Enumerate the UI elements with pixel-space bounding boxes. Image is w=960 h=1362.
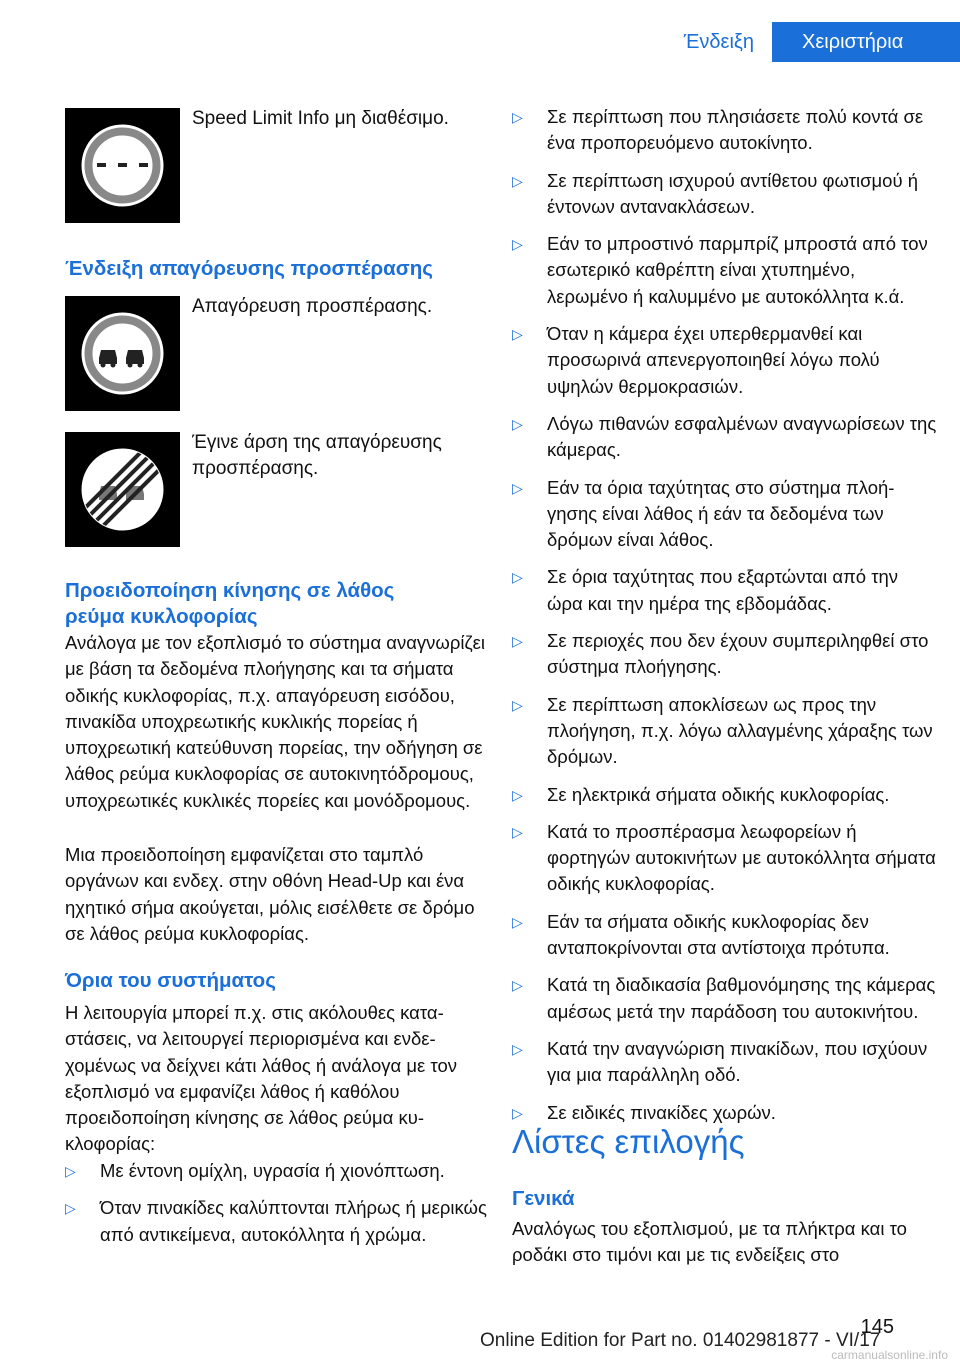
bullet-triangle-icon: ▷ xyxy=(65,1163,76,1179)
no-speed-limit-icon xyxy=(65,108,180,223)
page-number: 145 xyxy=(860,1316,894,1338)
bullet-triangle-icon: ▷ xyxy=(512,109,523,125)
list-item: ▷ Εάν τα όρια ταχύτητας στο σύστημα πλοήγησης είναι λάθος ή εάν τα δεδομένα των δρόμων είναι λάθος. xyxy=(512,476,895,551)
tab-xeiristiria[interactable]: Χειριστήρια xyxy=(772,22,960,62)
list-item: ▷ Κατά την αναγνώριση πινακίδων, που ισχύουν για μια παράλληλη οδό. xyxy=(512,1037,928,1086)
bullet-triangle-icon: ▷ xyxy=(512,569,523,586)
list-item: ▷ Σε περίπτωση αποκλίσεων ως προς την πλοήγηση, π.χ. λόγω αλλαγμένης χάραξης των δρόμων. xyxy=(512,693,933,768)
bullet-triangle-icon: ▷ xyxy=(512,633,523,650)
list-item: ▷ Κατά τη διαδικασία βαθμονόμησης της κάμερας αμέσως μετά την παράδοση του αυτοκινήτου. xyxy=(512,974,936,1022)
bullet-triangle-icon: ▷ xyxy=(512,1104,523,1121)
list-item: ▷ Κατά το προσπέρασμα λεωφορείων ή φορτηγών αυτοκινήτων με αυτοκόλλητα σήματα οδικής κυκλοφορίας. xyxy=(512,820,936,895)
list-item: ▷ Σε όρια ταχύτητας που εξαρτώνται από την ώρα και την ημέρα της εβδομάδας. xyxy=(512,566,899,614)
list-item: ▷ Εάν τα σήματα οδικής κυκλοφορίας δεν ανταποκρίνονται στα αντίστοιχα πρότυπα. xyxy=(512,910,890,959)
bullet-triangle-icon: ▷ xyxy=(512,977,523,994)
heading-wrong-way-warning xyxy=(65,578,394,630)
heading-wrong-way-line1: Προειδοποίηση κίνησης σε λάθος xyxy=(65,579,395,602)
bullet-triangle-icon: ▷ xyxy=(512,913,523,930)
watermark: carmanualsonline.info xyxy=(831,1348,948,1362)
heading-wrong-way-line2: ρεύμα κυκλοφορίας xyxy=(65,605,258,628)
left-bullet-list xyxy=(65,1158,490,1259)
heading-system-limits: Όρια του συστήματος xyxy=(65,969,276,992)
bullet-triangle-icon: ▷ xyxy=(512,326,523,343)
list-item: ▷ Σε περιοχές που δεν έχουν συμπεριληφθεί στο σύστημα πλοήγησης. xyxy=(512,630,929,678)
list-item: ▷ Λόγω πιθανών εσφαλμένων αναγνωρίσεων της κάμερας. xyxy=(512,412,937,461)
bullet-triangle-icon: ▷ xyxy=(512,823,523,840)
list-item: ▷ Σε ειδικές πινακίδες χωρών. xyxy=(512,1100,937,1126)
list-item: ▷ Όταν η κάμερα έχει υπερθερμανθεί και προσωρινά απενεργοποιηθεί λόγω πολύ υψηλών θερμοκρασιών. xyxy=(512,323,880,397)
no-overtaking-icon xyxy=(65,296,180,411)
wrong-way-paragraph-1: Ανάλογα με τον εξοπλισμό το σύστημα αναγνωρίζει με βάση τα δεδομένα πλοήγησης και τα σήματα οδικής κυκλοφορίας, π.χ. απαγόρευση εισόδου, πινακίδα υποχρεωτικής κυκλικής πορείας ή υποχρεωτική κατεύθυνση πορείας, την οδήγηση σε λάθος ρεύμα κυκλοφορίας σε αυτοκινητόδρομους, υποχρεωτικές κυκλικές πορείες και μονόδρομους. xyxy=(65,632,486,811)
list-item: ▷ Με έντονη ομίχλη, υγρασία ή χιονόπτωση. xyxy=(65,1158,490,1184)
bullet-triangle-icon: ▷ xyxy=(512,479,523,496)
heading-selection-lists: Λίστες επιλογής xyxy=(512,1123,745,1160)
tab-endeixi[interactable]: Ένδειξη xyxy=(662,22,772,62)
no-overtaking-sign-image xyxy=(65,296,180,411)
list-item: ▷ Όταν πινακίδες καλύπτονται πλήρως ή μερικώς από αντικείμενα, αυτοκόλλητα ή χρώμα. xyxy=(65,1197,487,1245)
system-limits-paragraph: Η λειτουργία μπορεί π.χ. στις ακόλουθες καταστάσεις, να λειτουργεί περιορισμένα και ενδεχομένως να δείχνει κάτι λάθος ή ανάλογα με τον εξοπλισμό να εμφανίζει λάθος ή καθόλου προειδοποίηση κίνησης σε λάθος ρεύμα κυκλοφορίας: xyxy=(65,1002,457,1155)
header-tabs xyxy=(662,22,960,62)
bullet-triangle-icon: ▷ xyxy=(512,415,523,432)
edition-footer: Online Edition for Part no. 01402981877 - VI/17 xyxy=(480,1330,881,1351)
bullet-triangle-icon: ▷ xyxy=(65,1200,76,1217)
bullet-triangle-icon: ▷ xyxy=(512,172,523,189)
sign2-caption: Απαγόρευση προσπέρασης. xyxy=(192,296,433,317)
list-item: ▷ Σε περίπτωση ισχυρού αντίθετου φωτισμού ή έντονων αντανακλάσεων. xyxy=(512,169,918,217)
bullet-triangle-icon: ▷ xyxy=(512,1040,523,1057)
sign1-caption: Speed Limit Info μη διαθέσιμο. xyxy=(192,108,449,129)
list-item: ▷ Σε περίπτωση που πλησιάσετε πολύ κοντά σε ένα προπορευόμενο αυτοκίνητο. xyxy=(512,106,924,154)
list-item: ▷ Εάν το μπροστινό παρμπρίζ μπροστά από τον εσωτερικό καθρέπτη είναι χτυπημένο, λερωμένο ή καλυμμένο με αυτοκόλλητα κ.ά. xyxy=(512,233,928,307)
wrong-way-paragraph-2: Μια προειδοποίηση εμφανίζεται στο ταμπλό οργάνων και ενδεχ. στην οθόνη Head-Up και ένα ηχητικό σήμα ακούγεται, μόλις εισέλθετε σε δρόμο σε λάθος ρεύμα κυκλοφορίας. xyxy=(65,844,475,944)
end-no-overtaking-sign-image xyxy=(65,432,180,547)
bullet-triangle-icon: ▷ xyxy=(512,696,523,713)
general-paragraph: Αναλόγως του εξοπλισμού, με τα πλήκτρα και το ροδάκι στο τιμόνι και με τις ενδείξεις στο xyxy=(512,1218,907,1266)
heading-no-overtaking: Ένδειξη απαγόρευσης προσπέρασης xyxy=(65,257,433,280)
sign3-caption: Έγινε άρση της απαγόρευσης προσπέρασης. xyxy=(192,432,442,479)
right-bullet-list xyxy=(512,104,937,1137)
heading-general: Γενικά xyxy=(512,1187,575,1210)
list-item: ▷ Σε ηλεκτρικά σήματα οδικής κυκλοφορίας. xyxy=(512,782,937,808)
bullet-triangle-icon: ▷ xyxy=(512,786,523,803)
speed-limit-unavailable-sign-image xyxy=(65,108,180,223)
bullet-triangle-icon: ▷ xyxy=(512,236,523,253)
end-no-overtaking-icon xyxy=(65,432,180,547)
